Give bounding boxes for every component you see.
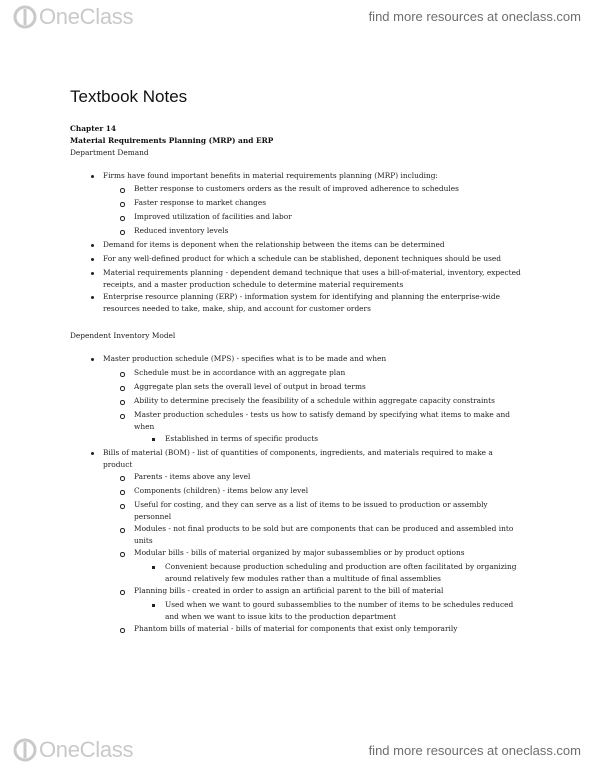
- list-item: For any well-defined product for which a schedule can be stablished, deponent techniques should be used: [103, 254, 502, 263]
- list-item: Master production schedule (MPS) - specifies what is to be made and when: [103, 354, 387, 363]
- sub-bullet-marker: [120, 628, 125, 633]
- list-item: Faster response to market changes: [134, 198, 267, 207]
- footer-tagline-link[interactable]: find more resources at oneclass.com: [368, 743, 581, 758]
- list-item: Aggregate plan sets the overall level of output in broad terms: [134, 382, 366, 391]
- sub-sub-bullet-marker: [152, 604, 155, 607]
- list-item: Ability to determine precisely the feasibility of a schedule within aggregate capacity constraints: [134, 396, 495, 405]
- list-item: Modular bills - bills of material organized by major subassemblies or by product options: [134, 548, 465, 557]
- sub-bullet-marker: [120, 400, 125, 405]
- sub-bullet-marker: [120, 552, 125, 557]
- list-item: Phantom bills of material - bills of material for components that exist only temporarily: [134, 624, 458, 633]
- header-tagline-link[interactable]: find more resources at oneclass.com: [368, 9, 581, 24]
- list-item-continuation: product: [103, 460, 133, 469]
- sub-bullet-marker: [120, 202, 125, 207]
- list-item: Demand for items is deponent when the relationship between the items can be determined: [103, 240, 445, 249]
- bullet-marker: [91, 258, 94, 261]
- list-item: Established in terms of specific products: [165, 434, 318, 443]
- section-heading: Department Demand: [70, 148, 149, 157]
- chapter-label: Chapter 14: [70, 124, 117, 133]
- section-heading: Dependent Inventory Model: [70, 331, 176, 340]
- list-item: Planning bills - created in order to assign an artificial parent to the bill of material: [134, 586, 444, 595]
- sub-bullet-marker: [120, 590, 125, 595]
- list-item: Parents - items above any level: [134, 472, 251, 481]
- bullet-marker: [91, 244, 94, 247]
- list-item-continuation: around relatively few modules rather than a multitude of final assemblies: [165, 574, 441, 583]
- sub-bullet-marker: [120, 386, 125, 391]
- list-item-continuation: receipts, and a master production schedule to determine material requirements: [103, 280, 404, 289]
- oneclass-logo-icon: [12, 4, 38, 30]
- list-item: Modules - not final products to be sold but are components that can be produced and assembled into: [134, 524, 514, 533]
- sub-bullet-marker: [120, 216, 125, 221]
- list-item: Convenient because production scheduling and production are often facilitated by organizing: [165, 562, 517, 571]
- list-item: Master production schedules - tests us how to satisfy demand by specifying what items to make and: [134, 410, 510, 419]
- list-item-continuation: personnel: [134, 512, 172, 521]
- page-title: Textbook Notes: [70, 87, 188, 106]
- page-header: [0, 0, 595, 34]
- sub-bullet-marker: [120, 372, 125, 377]
- bullet-marker: [91, 452, 94, 455]
- sub-bullet-marker: [120, 188, 125, 193]
- bullet-marker: [91, 272, 94, 275]
- list-item: Firms have found important benefits in material requirements planning (MRP) including:: [103, 171, 438, 180]
- list-item-continuation: and when we want to issue kits to the production department: [165, 612, 397, 621]
- list-item: Better response to customers orders as the result of improved adherence to schedules: [134, 184, 459, 193]
- bullet-marker: [91, 296, 94, 299]
- oneclass-logo[interactable]: [12, 4, 133, 30]
- list-item: Reduced inventory levels: [134, 226, 229, 235]
- sub-bullet-marker: [120, 504, 125, 509]
- bullet-marker: [91, 358, 94, 361]
- list-item: Used when we want to gourd subassemblies to the number of items to be schedules reduced: [165, 600, 514, 609]
- list-item-continuation: when: [134, 422, 155, 431]
- bullet-marker: [91, 175, 94, 178]
- oneclass-logo-footer[interactable]: [12, 737, 133, 763]
- list-item: Bills of material (BOM) - list of quantities of components, ingredients, and materials required to make a: [103, 448, 493, 457]
- sub-sub-bullet-marker: [152, 566, 155, 569]
- list-item-continuation: units: [134, 536, 153, 545]
- list-item: Useful for costing, and they can serve as a list of items to be issued to production or assembly: [134, 500, 488, 509]
- sub-bullet-marker: [120, 528, 125, 533]
- list-item-continuation: resources needed to take, make, ship, and account for customer orders: [103, 304, 371, 313]
- sub-bullet-marker: [120, 490, 125, 495]
- list-item: Enterprise resource planning (ERP) - information system for identifying and planning the enterprise-wide: [103, 292, 500, 301]
- sub-bullet-marker: [120, 476, 125, 481]
- sub-bullet-marker: [120, 230, 125, 235]
- oneclass-logo-icon: [12, 737, 38, 763]
- list-item: Material requirements planning - dependent demand technique that uses a bill-of-material, inventory, expected: [103, 268, 521, 277]
- logo-text: OneClass: [39, 737, 134, 762]
- list-item: Improved utilization of facilities and labor: [134, 212, 292, 221]
- logo-text: OneClass: [39, 4, 134, 29]
- chapter-title: Material Requirements Planning (MRP) and ERP: [70, 136, 274, 145]
- sub-bullet-marker: [120, 414, 125, 419]
- list-item: Schedule must be in accordance with an aggregate plan: [134, 368, 346, 377]
- sub-sub-bullet-marker: [152, 438, 155, 441]
- list-item: Components (children) - items below any level: [134, 486, 309, 495]
